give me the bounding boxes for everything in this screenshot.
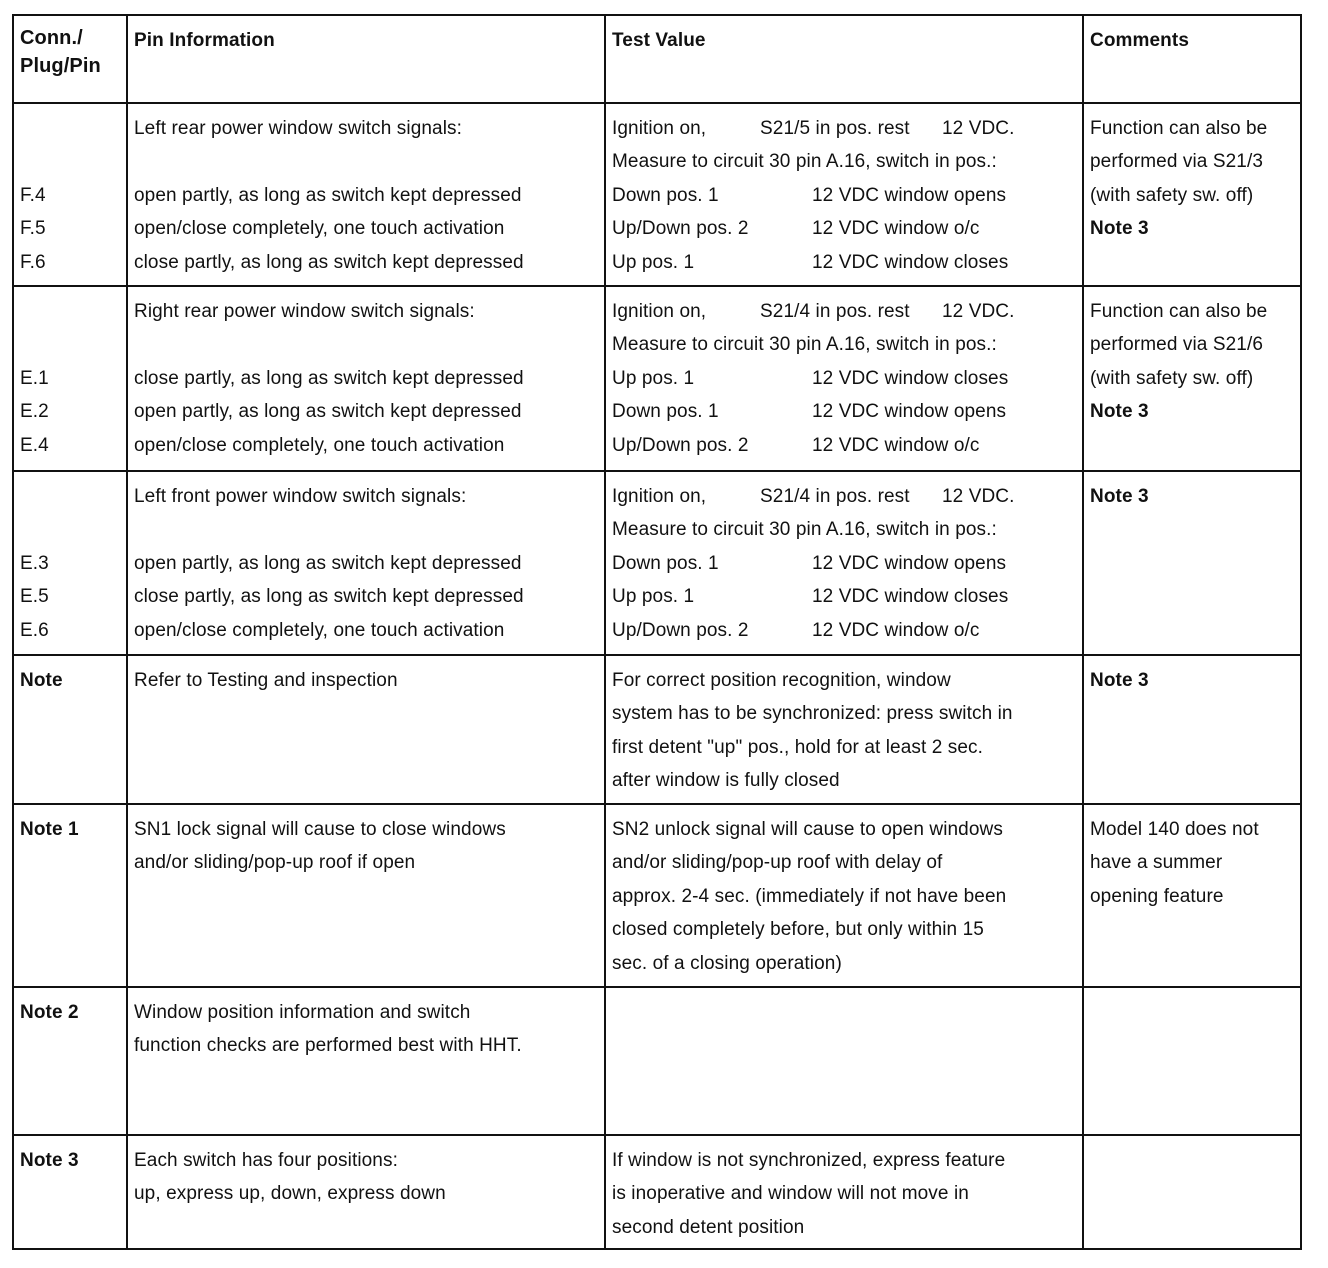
pin-info-cell (127, 471, 605, 655)
note-test-cell (605, 804, 1083, 987)
note-row (13, 1135, 1301, 1249)
comment-line: (with safety sw. off) (1090, 184, 1254, 206)
pin-description: open partly, as long as switch kept depressed (134, 401, 522, 423)
note-pin-cell (127, 1135, 605, 1249)
note-text: If window is not synchronized, express feature (612, 1150, 1006, 1171)
header-pin-information: Pin Information (127, 15, 605, 103)
table-row (13, 471, 1301, 655)
note-test-cell (605, 655, 1083, 804)
note-label: Note 3 (13, 1135, 127, 1249)
note-reference: Note 3 (1090, 486, 1149, 507)
comment-line: performed via S21/6 (1090, 334, 1263, 356)
note-text: For correct position recognition, window (612, 670, 951, 691)
header-comments: Comments (1083, 15, 1301, 103)
pin-description: close partly, as long as switch kept depressed (134, 586, 524, 608)
note-row (13, 987, 1301, 1135)
comments-cell (1083, 471, 1301, 655)
comment-line: Model 140 does not (1090, 819, 1259, 840)
pin-test-table (12, 14, 1302, 1250)
note-reference: Note 3 (1090, 670, 1149, 691)
pin-description: close partly, as long as switch kept depressed (134, 251, 524, 273)
note-reference: Note 3 (1090, 401, 1149, 423)
test-value-line: Up/Down pos. 2 12 VDC window o/c (612, 434, 980, 456)
measure-line: Measure to circuit 30 pin A.16, switch in pos.: (612, 151, 997, 173)
pin-group-title: Right rear power window switch signals: (134, 301, 475, 322)
measure-line: Measure to circuit 30 pin A.16, switch in pos.: (612, 519, 997, 541)
test-value-cell (605, 471, 1083, 655)
note-text: closed completely before, but only within 15 (612, 919, 984, 941)
test-value-line: Down pos. 1 12 VDC window opens (612, 184, 1007, 206)
note-row (13, 804, 1301, 987)
pin-description: open partly, as long as switch kept depressed (134, 552, 522, 574)
test-value-line: Down pos. 1 12 VDC window opens (612, 552, 1007, 574)
test-value-line: Up pos. 1 12 VDC window closes (612, 251, 1009, 273)
conn-cell (13, 471, 127, 655)
comment-line: Function can also be (1090, 301, 1268, 322)
note-text: approx. 2-4 sec. (immediately if not have been (612, 885, 1007, 907)
ignition-line: Ignition on, S21/5 in pos. rest 12 VDC. (612, 118, 1015, 139)
conn-pin: E.5 (20, 586, 49, 608)
header-row (13, 15, 1301, 103)
note-pin-cell (127, 987, 605, 1135)
pin-description: open/close completely, one touch activation (134, 218, 505, 240)
note-pin-cell (127, 655, 605, 804)
note-text: function checks are performed best with HHT. (134, 1035, 522, 1057)
ignition-line: Ignition on, S21/4 in pos. rest 12 VDC. (612, 301, 1015, 322)
comments-cell (1083, 103, 1301, 286)
note-text: second detent position (612, 1216, 805, 1238)
note-text: and/or sliding/pop-up roof with delay of (612, 852, 943, 874)
test-value-line: Up pos. 1 12 VDC window closes (612, 586, 1009, 608)
test-value-line: Up/Down pos. 2 12 VDC window o/c (612, 619, 980, 641)
pin-info-cell (127, 103, 605, 286)
note-comments-cell (1083, 804, 1301, 987)
conn-pin: E.4 (20, 434, 49, 456)
pin-info-cell (127, 286, 605, 471)
note-text: sec. of a closing operation) (612, 952, 842, 974)
pin-description: open partly, as long as switch kept depressed (134, 184, 522, 206)
conn-pin: F.5 (20, 218, 46, 240)
conn-pin: F.4 (20, 184, 46, 206)
note-text: Window position information and switch (134, 1002, 471, 1023)
test-value-cell (605, 103, 1083, 286)
conn-cell (13, 286, 127, 471)
note-text: first detent "up" pos., hold for at least 2 sec. (612, 736, 984, 758)
comment-line: Function can also be (1090, 118, 1268, 139)
header-test-value: Test Value (605, 15, 1083, 103)
table-row (13, 286, 1301, 471)
table-row (13, 103, 1301, 286)
conn-pin: F.6 (20, 251, 46, 273)
comment-line: performed via S21/3 (1090, 151, 1263, 173)
note-text: system has to be synchronized: press switch in (612, 703, 1013, 725)
comment-line: opening feature (1090, 885, 1224, 907)
note-comments-cell (1083, 987, 1301, 1135)
comment-line: have a summer (1090, 852, 1223, 874)
test-value-line: Up pos. 1 12 VDC window closes (612, 367, 1009, 389)
conn-pin: E.1 (20, 367, 49, 389)
comments-cell (1083, 286, 1301, 471)
pin-description: open/close completely, one touch activation (134, 434, 505, 456)
note-text: after window is fully closed (612, 770, 840, 792)
conn-pin: E.3 (20, 552, 49, 574)
pin-group-title: Left front power window switch signals: (134, 486, 467, 507)
note-test-cell (605, 987, 1083, 1135)
pin-description: open/close completely, one touch activation (134, 619, 505, 641)
note-pin-cell (127, 804, 605, 987)
conn-cell (13, 103, 127, 286)
note-comments-cell (1083, 655, 1301, 804)
pin-group-title: Left rear power window switch signals: (134, 118, 462, 139)
note-test-cell (605, 1135, 1083, 1249)
pin-description: close partly, as long as switch kept depressed (134, 367, 524, 389)
note-label: Note (13, 655, 127, 804)
note-comments-cell (1083, 1135, 1301, 1249)
conn-pin: E.2 (20, 401, 49, 423)
note-text: Refer to Testing and inspection (134, 670, 398, 691)
note-reference: Note 3 (1090, 218, 1149, 240)
note-text: SN1 lock signal will cause to close windows (134, 819, 506, 840)
note-text: is inoperative and window will not move in (612, 1183, 969, 1205)
test-value-cell (605, 286, 1083, 471)
measure-line: Measure to circuit 30 pin A.16, switch in pos.: (612, 334, 997, 356)
ignition-line: Ignition on, S21/4 in pos. rest 12 VDC. (612, 486, 1015, 507)
note-label: Note 2 (13, 987, 127, 1135)
note-text: Each switch has four positions: (134, 1150, 398, 1171)
comment-line: (with safety sw. off) (1090, 367, 1254, 389)
note-label: Note 1 (13, 804, 127, 987)
test-value-line: Up/Down pos. 2 12 VDC window o/c (612, 218, 980, 240)
note-text: up, express up, down, express down (134, 1183, 446, 1205)
conn-pin: E.6 (20, 619, 49, 641)
note-row (13, 655, 1301, 804)
note-text: and/or sliding/pop-up roof if open (134, 852, 416, 874)
note-text: SN2 unlock signal will cause to open windows (612, 819, 1003, 840)
header-conn: Conn./ Plug/Pin (13, 15, 127, 103)
test-value-line: Down pos. 1 12 VDC window opens (612, 401, 1007, 423)
